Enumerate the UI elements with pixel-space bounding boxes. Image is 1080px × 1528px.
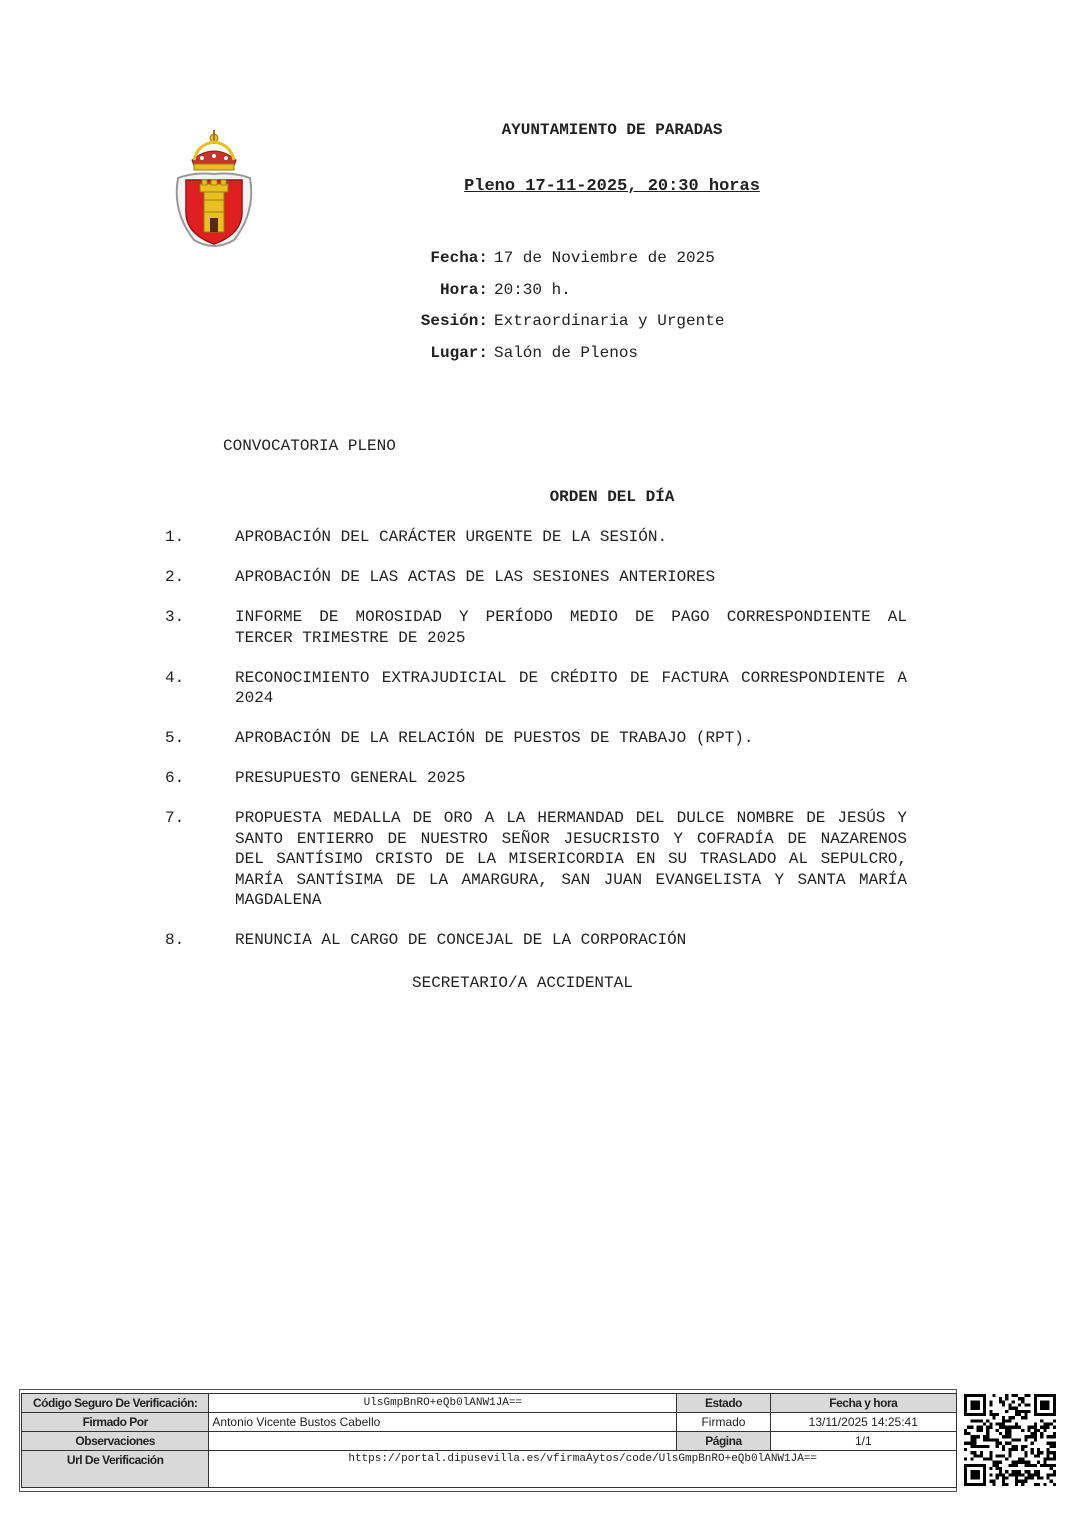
meta-label: Hora:: [439, 280, 488, 299]
list-item: [165, 567, 907, 588]
meta-value: Extraordinaria y Urgente: [494, 312, 725, 330]
list-item: [165, 668, 907, 709]
agenda-number: 8.: [165, 931, 185, 949]
firmado-por-value: Antonio Vicente Bustos Cabello: [209, 1413, 677, 1432]
meta-label: Lugar:: [430, 343, 488, 362]
agenda-number: 7.: [165, 809, 185, 827]
meta-row-fecha: [380, 249, 724, 281]
meta-value: 17 de Noviembre de 2025: [494, 249, 715, 267]
list-item: [165, 930, 907, 951]
orden-del-dia-heading: ORDEN DEL DÍA: [549, 488, 675, 506]
convocatoria-heading: CONVOCATORIA PLENO: [223, 437, 396, 455]
meta-value: 20:30 h.: [494, 280, 571, 299]
agenda-text: PROPUESTA MEDALLA DE ORO A LA HERMANDAD DEL DULCE NOMBRE DE JESÚS Y SANTO ENTIERRO DE NUESTRO SEÑOR JESUCRISTO Y COFRADÍA DE NAZARENOS DEL SANTÍSIMO CRISTO DE LA MISERICORDIA EN SU TRASLADO AL SEPULCRO, MARÍA SANTÍSIMA DE LA AMARGURA, SAN JUAN EVANGELISTA Y SANTA MARÍA MAGDALENA: [235, 809, 907, 909]
session-meta: [380, 249, 724, 375]
url-label: Url De Verificación: [22, 1451, 209, 1488]
pagina-value: 1/1: [770, 1432, 956, 1451]
pagina-label: Página: [677, 1432, 770, 1451]
estado-label: Estado: [677, 1394, 770, 1413]
agenda-number: 2.: [165, 568, 185, 586]
list-item: [165, 808, 907, 911]
organization-title: AYUNTAMIENTO DE PARADAS: [501, 121, 723, 139]
table-row: [22, 1394, 957, 1413]
meta-row-hora: [380, 281, 724, 313]
table-row: [22, 1413, 957, 1432]
csv-label: Código Seguro De Verificación:: [22, 1394, 209, 1413]
municipal-coat-of-arms-icon: [164, 122, 264, 252]
estado-value: Firmado: [677, 1413, 770, 1432]
agenda-text: APROBACIÓN DEL CARÁCTER URGENTE DE LA SESIÓN.: [235, 528, 668, 546]
meta-label: Fecha:: [430, 249, 488, 267]
list-item: [165, 768, 907, 789]
agenda-number: 3.: [165, 608, 185, 626]
agenda-number: 1.: [165, 528, 185, 546]
observaciones-label: Observaciones: [22, 1432, 209, 1451]
agenda-text: INFORME DE MOROSIDAD Y PERÍODO MEDIO DE PAGO CORRESPONDIENTE AL TERCER TRIMESTRE DE 2025: [235, 608, 907, 647]
session-title: Pleno 17-11-2025, 20:30 horas: [464, 177, 760, 196]
agenda-list: [165, 527, 907, 970]
agenda-number: 6.: [165, 769, 185, 787]
list-item: [165, 607, 907, 648]
agenda-text: APROBACIÓN DE LAS ACTAS DE LAS SESIONES ANTERIORES: [235, 568, 716, 586]
fecha-value: 13/11/2025 14:25:41: [770, 1413, 956, 1432]
list-item: [165, 728, 907, 749]
agenda-text: RENUNCIA AL CARGO DE CONCEJAL DE LA CORPORACIÓN: [235, 931, 687, 949]
agenda-text: RECONOCIMIENTO EXTRAJUDICIAL DE CRÉDITO DE FACTURA CORRESPONDIENTE A 2024: [235, 668, 907, 707]
firmado-por-label: Firmado Por: [22, 1413, 209, 1432]
meta-label: Sesión:: [420, 312, 488, 330]
meta-row-sesion: [380, 312, 724, 344]
meta-value: Salón de Plenos: [494, 343, 639, 362]
verification-footer: [19, 1389, 957, 1492]
agenda-text: APROBACIÓN DE LA RELACIÓN DE PUESTOS DE TRABAJO (RPT).: [235, 729, 754, 747]
csv-value: UlsGmpBnRO+eQb0lANW1JA==: [209, 1394, 677, 1413]
verification-url[interactable]: https://portal.dipusevilla.es/vfirmaAytos/code/UlsGmpBnRO+eQb0lANW1JA==: [209, 1451, 957, 1488]
agenda-number: 5.: [165, 729, 185, 747]
fecha-label: Fecha y hora: [770, 1394, 956, 1413]
table-row: [22, 1432, 957, 1451]
list-item: [165, 527, 907, 548]
verification-table: [21, 1393, 957, 1488]
agenda-number: 4.: [165, 668, 185, 687]
agenda-text: PRESUPUESTO GENERAL 2025: [235, 769, 466, 787]
meta-row-lugar: [380, 344, 724, 376]
signature-line: SECRETARIO/A ACCIDENTAL: [412, 974, 633, 992]
table-row: [22, 1451, 957, 1488]
observaciones-value: [209, 1432, 677, 1451]
qr-code-icon: [964, 1394, 1056, 1486]
